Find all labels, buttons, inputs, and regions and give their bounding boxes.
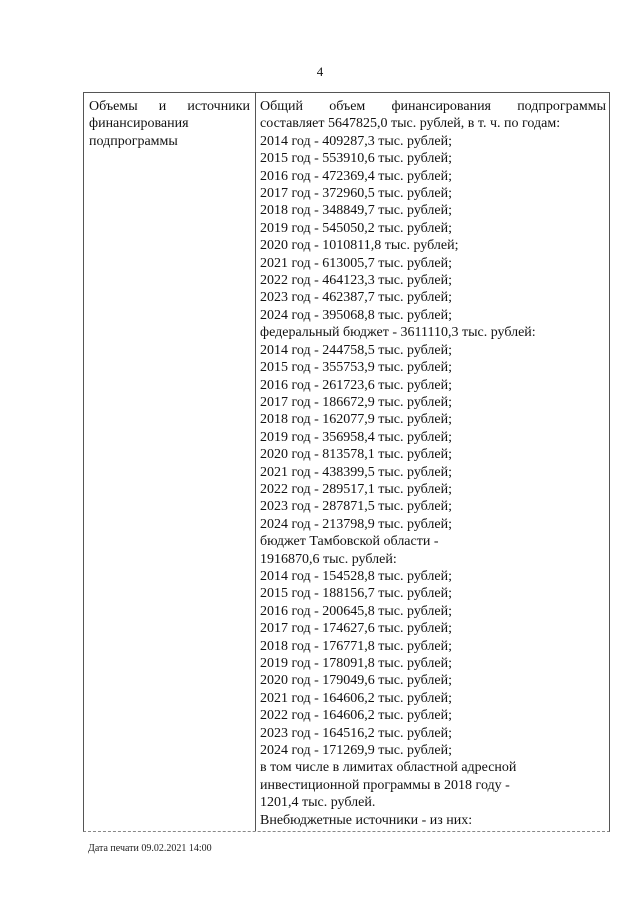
federal-year-line: 2022 год - 289517,1 тыс. рублей; xyxy=(260,481,453,497)
label-line-2: финансирования xyxy=(89,116,189,132)
label-line-3: подпрограммы xyxy=(89,133,178,149)
total-year-line: 2015 год - 553910,6 тыс. рублей; xyxy=(260,151,453,167)
investment-note-line: инвестиционной программы в 2018 году - xyxy=(260,777,510,793)
table-content-cell xyxy=(260,98,606,829)
intro-word: Общий xyxy=(260,99,303,114)
federal-year-line: 2015 год - 355753,9 тыс. рублей; xyxy=(260,360,453,376)
table-label-cell xyxy=(89,98,250,150)
investment-note-line: в том числе в лимитах областной адресной xyxy=(260,760,517,776)
regional-year-line: 2014 год - 154528,8 тыс. рублей; xyxy=(260,568,453,584)
total-year-line: 2017 год - 372960,5 тыс. рублей; xyxy=(260,186,453,202)
intro-word: подпрограммы xyxy=(517,99,606,114)
print-date: Дата печати 09.02.2021 14:00 xyxy=(88,843,212,854)
federal-year-line: 2019 год - 356958,4 тыс. рублей; xyxy=(260,429,453,445)
federal-budget-heading: федеральный бюджет - 3611110,3 тыс. рублей: xyxy=(260,325,536,341)
extrabudget-heading: Внебюджетные источники - из них: xyxy=(260,812,473,828)
total-year-line: 2014 год - 409287,3 тыс. рублей; xyxy=(260,133,453,149)
total-year-line: 2020 год - 1010811,8 тыс. рублей; xyxy=(260,238,459,254)
label-word: Объемы xyxy=(89,99,138,114)
regional-year-line: 2023 год - 164516,2 тыс. рублей; xyxy=(260,725,453,741)
regional-year-line: 2018 год - 176771,8 тыс. рублей; xyxy=(260,638,453,654)
federal-year-line: 2014 год - 244758,5 тыс. рублей; xyxy=(260,342,453,358)
regional-budget-heading: бюджет Тамбовской области - xyxy=(260,534,439,550)
intro-word: объем xyxy=(329,99,366,114)
federal-year-line: 2023 год - 287871,5 тыс. рублей; xyxy=(260,499,453,515)
total-year-line: 2022 год - 464123,3 тыс. рублей; xyxy=(260,273,453,289)
label-word: и xyxy=(158,99,167,114)
intro-line-1 xyxy=(260,98,606,115)
total-year-line: 2019 год - 545050,2 тыс. рублей; xyxy=(260,220,453,236)
regional-year-line: 2020 год - 179049,6 тыс. рублей; xyxy=(260,673,453,689)
regional-year-line: 2019 год - 178091,8 тыс. рублей; xyxy=(260,656,453,671)
federal-year-line: 2016 год - 261723,6 тыс. рублей; xyxy=(260,377,453,393)
total-year-line: 2018 год - 348849,7 тыс. рублей; xyxy=(260,203,453,219)
total-year-line: 2021 год - 613005,7 тыс. рублей; xyxy=(260,255,453,271)
federal-year-line: 2020 год - 813578,1 тыс. рублей; xyxy=(260,447,453,463)
total-year-line: 2024 год - 395068,8 тыс. рублей; xyxy=(260,307,453,323)
regional-year-line: 2022 год - 164606,2 тыс. рублей; xyxy=(260,708,453,724)
intro-word: финансирования xyxy=(391,99,491,114)
federal-year-line: 2024 год - 213798,9 тыс. рублей; xyxy=(260,516,453,532)
page-number: 4 xyxy=(316,64,324,79)
label-word: источники xyxy=(187,99,250,114)
regional-year-line: 2024 год - 171269,9 тыс. рублей; xyxy=(260,743,453,759)
total-year-line: 2023 год - 462387,7 тыс. рублей; xyxy=(260,290,453,306)
regional-budget-total: 1916870,6 тыс. рублей: xyxy=(260,551,397,567)
federal-year-line: 2018 год - 162077,9 тыс. рублей; xyxy=(260,412,453,428)
regional-year-line: 2016 год - 200645,8 тыс. рублей; xyxy=(260,603,453,619)
regional-year-line: 2021 год - 164606,2 тыс. рублей; xyxy=(260,690,453,706)
column-divider xyxy=(255,93,256,831)
regional-year-line: 2017 год - 174627,6 тыс. рублей; xyxy=(260,621,453,637)
label-line-1 xyxy=(89,98,250,115)
total-year-line: 2016 год - 472369,4 тыс. рублей; xyxy=(260,168,453,184)
federal-year-line: 2021 год - 438399,5 тыс. рублей; xyxy=(260,464,453,480)
regional-year-line: 2015 год - 188156,7 тыс. рублей; xyxy=(260,586,453,602)
intro-line-2: составляет 5647825,0 тыс. рублей, в т. ч. по годам: xyxy=(260,116,561,132)
investment-note-line: 1201,4 тыс. рублей. xyxy=(260,795,376,811)
federal-year-line: 2017 год - 186672,9 тыс. рублей; xyxy=(260,394,453,410)
funding-table xyxy=(83,92,610,832)
